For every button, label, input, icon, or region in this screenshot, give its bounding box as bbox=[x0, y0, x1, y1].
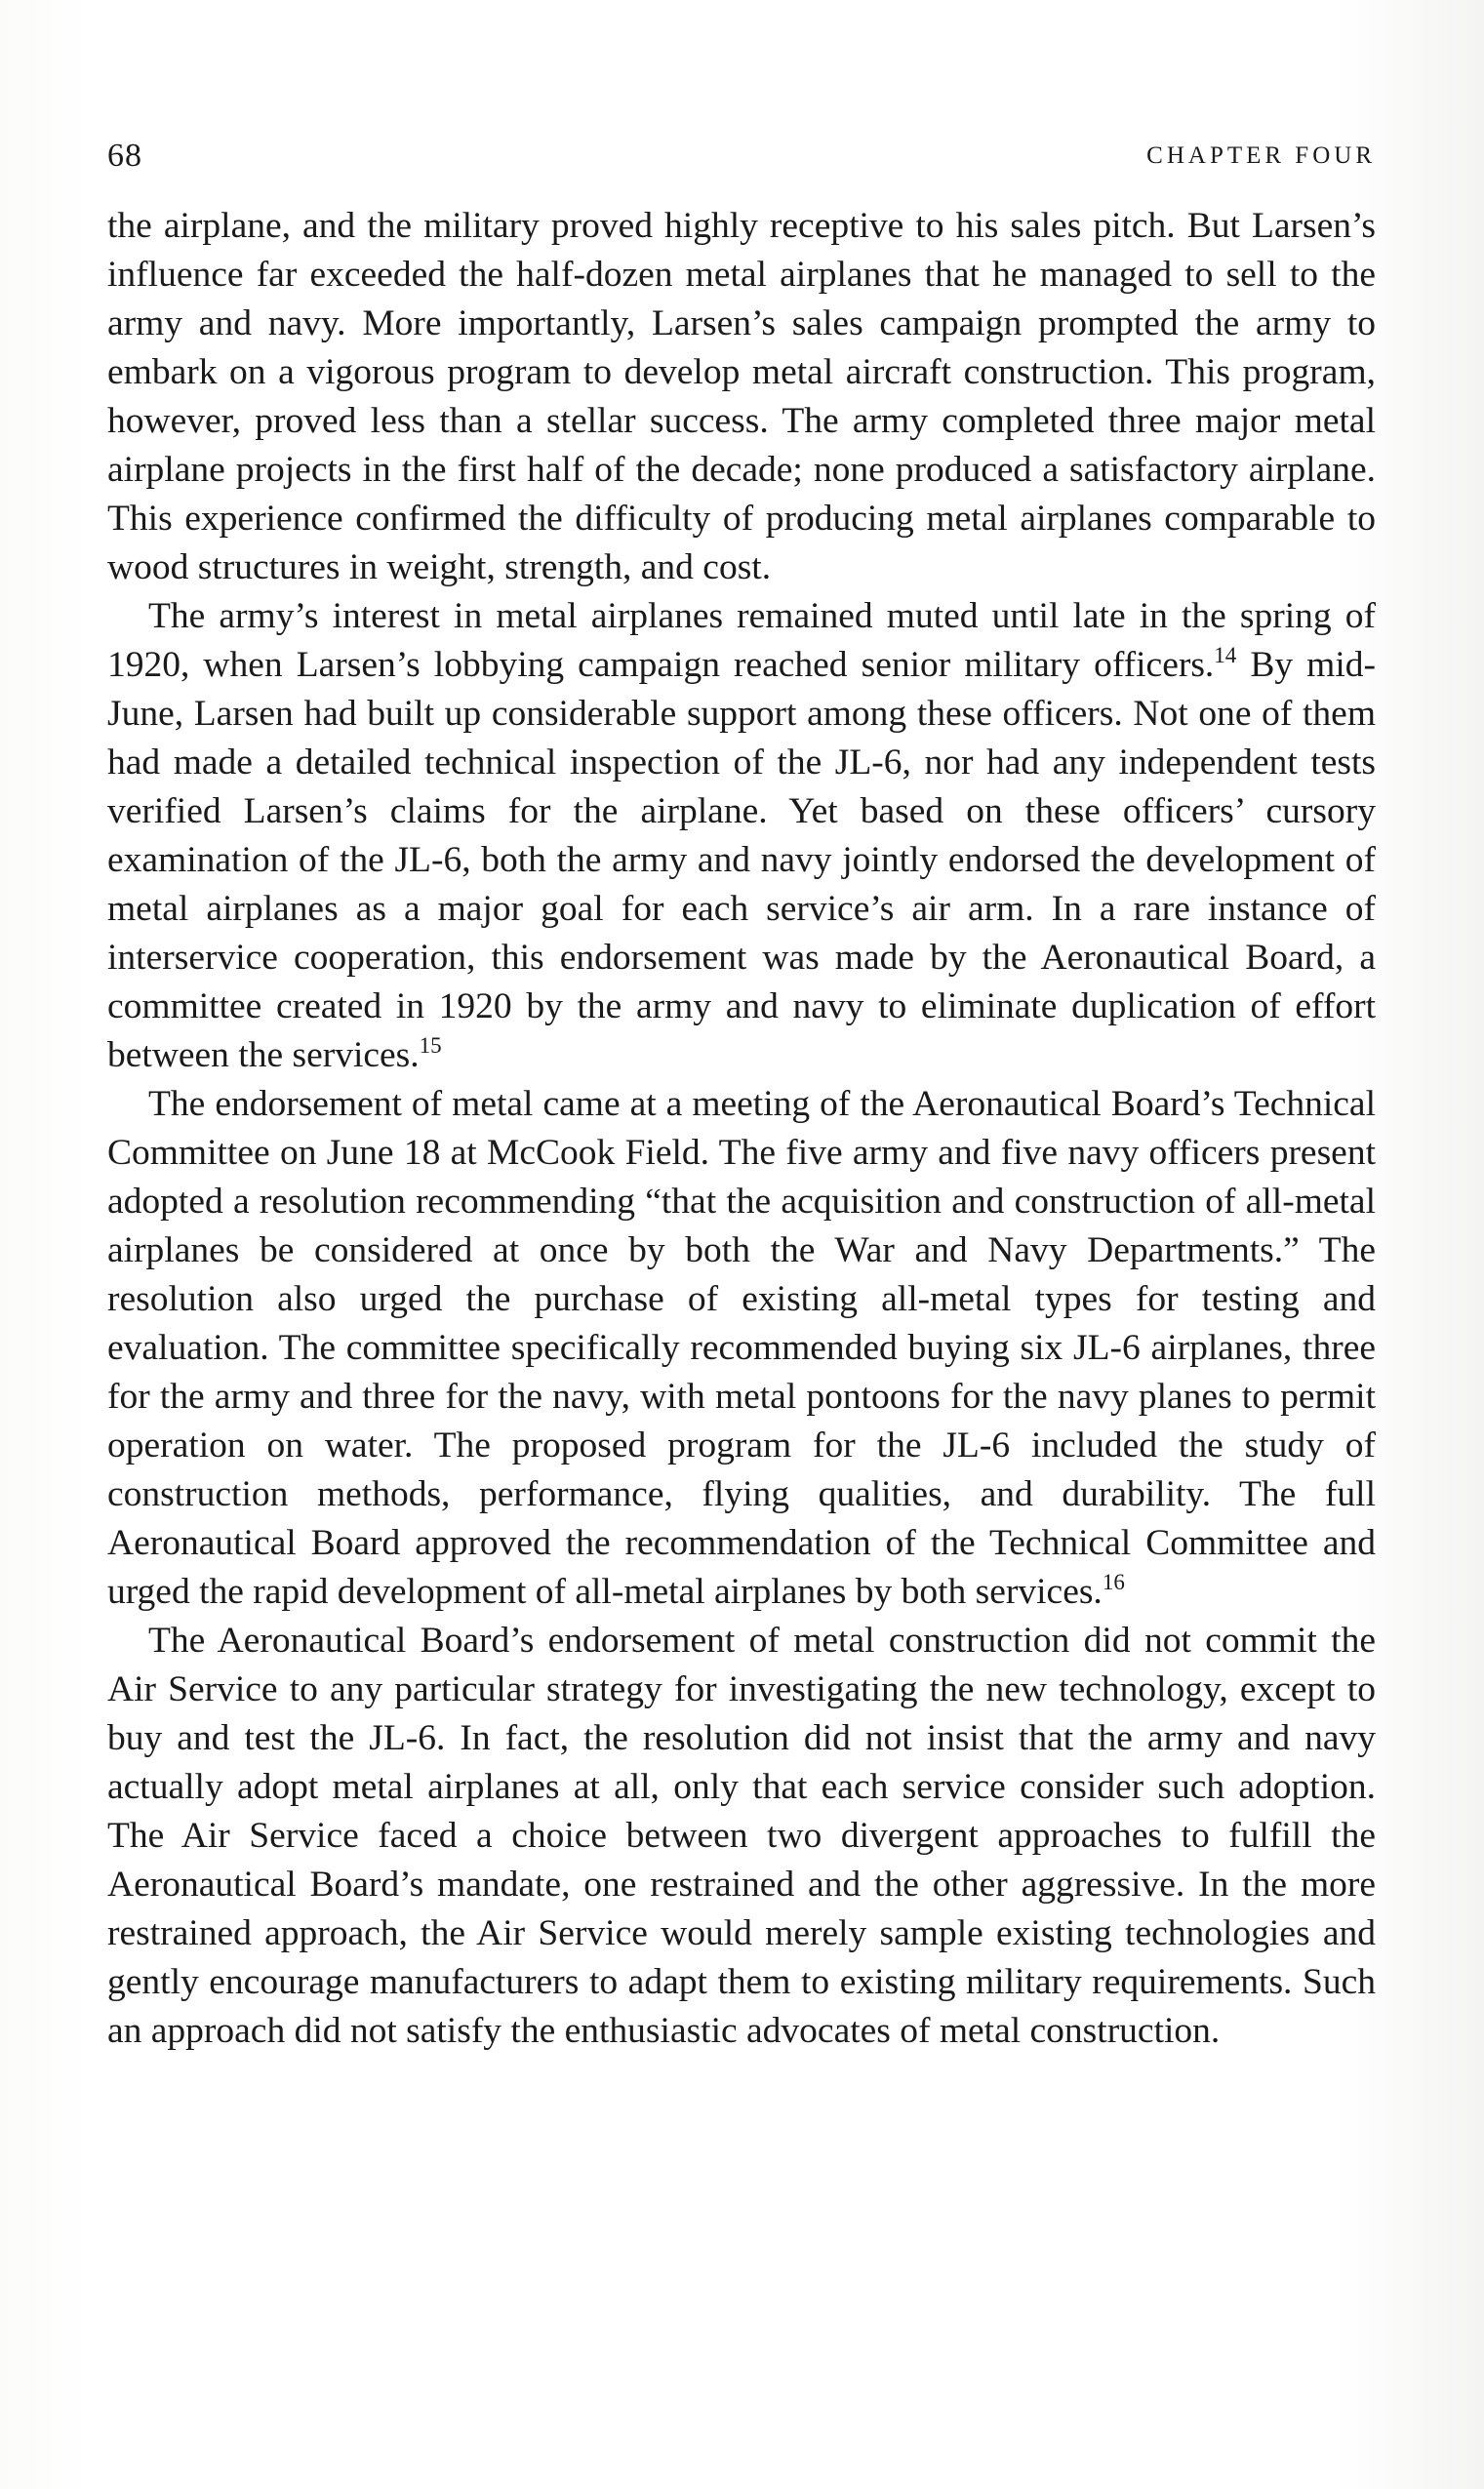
paragraph-continued bbox=[107, 202, 1376, 592]
footnote-ref-15: 15 bbox=[419, 1033, 442, 1058]
footnote-ref-14: 14 bbox=[1214, 643, 1237, 667]
page-number: 68 bbox=[107, 138, 142, 174]
paragraph bbox=[107, 1617, 1376, 2056]
paragraph bbox=[107, 1080, 1376, 1617]
paragraph-text: The endorsement of metal came at a meeting of the Aeronautical Board’s Technical Committee on June 18 at McCook Field. The five army and five navy officers present adopted a resolution recommending “that the acquisition and construction of all-metal airplanes be considered at once by both the War and Navy Departments.” The resolution also urged the purchase of existing all-metal types for testing and evaluation. The committee specifically recommended buying six JL-6 airplanes, three for the army and three for the navy, with metal pontoons for the navy planes to permit operation on water. The proposed program for the JL-6 included the study of construction methods, performance, flying qualities, and durability. The full Aeronautical Board approved the recommendation of the Technical Committee and urged the rapid development of all-metal airplanes by both services. bbox=[107, 1084, 1376, 1612]
paragraph-text: The army’s interest in metal airplanes remained muted until late in the spring of 1920, when Larsen’s lobbying campaign reached senior military officers. bbox=[107, 596, 1376, 685]
paragraph bbox=[107, 592, 1376, 1080]
chapter-title: CHAPTER FOUR bbox=[1146, 142, 1376, 169]
body-text bbox=[107, 202, 1376, 2056]
paragraph-text: The Aeronautical Board’s endorsement of metal construction did not commit the Air Service to any particular strategy for investigating the new technology, except to buy and test the JL-6. In fact, the resolution did not insist that the army and navy actually adopt metal airplanes at all, only that each service consider such adoption. The Air Service faced a choice between two divergent approaches to fulfill the Aeronautical Board’s mandate, one restrained and the other aggressive. In the more restrained approach, the Air Service would merely sample existing technologies and gently encourage manufacturers to adapt them to existing military requirements. Such an approach did not satisfy the enthusiastic advocates of metal construction. bbox=[107, 1621, 1376, 2051]
running-header bbox=[107, 137, 1376, 176]
footnote-ref-16: 16 bbox=[1102, 1570, 1125, 1594]
paragraph-text: By mid-June, Larsen had built up considerable support among these officers. Not one of them had made a detailed technical inspection of the JL-6, nor had any independent tests verified Larsen’s claims for the airplane. Yet based on these officers’ cursory examination of the JL-6, both the army and navy jointly endorsed the development of metal airplanes as a major goal for each service’s air arm. In a rare instance of interservice cooperation, this endorsement was made by the Aeronautical Board, a committee created in 1920 by the army and navy to eliminate duplication of effort between the services. bbox=[107, 645, 1376, 1075]
paragraph-text: the airplane, and the military proved highly receptive to his sales pitch. But Larsen’s influence far exceeded the half-dozen metal airplanes that he managed to sell to the army and navy. More importantly, Larsen’s sales campaign prompted the army to embark on a vigorous program to develop metal aircraft construction. This program, however, proved less than a stellar success. The army completed three major metal airplane projects in the first half of the decade; none produced a satisfactory airplane. This experience confirmed the difficulty of producing metal airplanes comparable to wood structures in weight, strength, and cost. bbox=[107, 206, 1376, 587]
